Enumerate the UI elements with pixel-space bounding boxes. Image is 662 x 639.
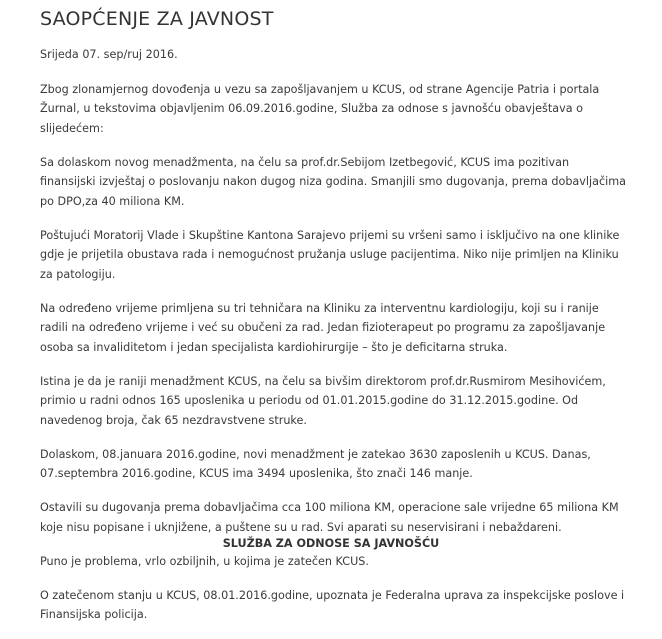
paragraph-moratorium: Poštujući Moratorij Vlade i Skupštine Kantona Sarajevo prijemi su vršeni samo i isključivo na one klinike gdje je prijetila obustava rada i nemogućnost pružanja usluge pacijentima. Niko nije primljen na Kliniku za patologiju. xyxy=(40,228,620,281)
paragraph-financial-report: Sa dolaskom novog menadžmenta, na čelu sa prof.dr.Sebijom Izetbegović, KCUS ima pozitivan finansijski izvještaj o poslovanju nakon dugog niza godina. Smanjili smo dugovanja, prema dobavljačima po DPO,za 40 miliona KM. xyxy=(40,155,626,208)
signature: SLUŽBA ZA ODNOSE SA JAVNOŠĆU xyxy=(222,537,440,550)
paragraph-previous-management: Istina je da je raniji menadžment KCUS, na čelu sa bivšim direktorom prof.dr.Rusmirom Mesihovićem, primio u radni odnos 165 uposlenika u periodu od 01.01.2015.godine do 31.12.2015.godine. Od navedenog broja, čak 65 nezdravstvene struke. xyxy=(40,374,606,427)
release-date: Srijeda 07. sep/ruj 2016. xyxy=(40,48,178,61)
paragraph-problems: Puno je problema, vrlo ozbiljnih, u kojima je zatečen KCUS. xyxy=(40,554,369,568)
paragraph-new-hires: Na određeno vrijeme primljena su tri tehničara na Kliniku za interventnu kardiologiju, koji su i ranije radili na određeno vrijeme i već su obučeni za rad. Jedan fizioterapeut po programu za zapošljavanje osoba sa invaliditetom i jedan specijalista kardiohirurgije – što je deficitarna struka. xyxy=(40,301,606,354)
paragraph-inspection: O zatečenom stanju u KCUS, 08.01.2016.godine, upoznata je Federalna uprava za inspekcijske poslove i Finansijska policija. xyxy=(40,588,625,621)
paragraph-debts: Ostavili su dugovanja prema dobavljačima cca 100 miliona KM, operacione sale vrijedne 65 miliona KM koje nisu popisane i uknjižene, a puštene su u rad. Svi aparati su neservisirani i nebaždareni. xyxy=(40,501,619,534)
page-title: SAOPĆENJE ZA JAVNOST xyxy=(40,8,274,30)
paragraph-staff-numbers: Dolaskom, 08.januara 2016.godine, novi menadžment je zatekao 3630 zaposlenih u KCUS. Danas, 07.septembra 2016.godine, KCUS ima 3494 uposlenika, što znači 146 manje. xyxy=(40,447,591,480)
paragraph-intro: Zbog zlonamjernog dovođenja u vezu sa zapošljavanjem u KCUS, od strane Agencije Patria i portala Žurnal, u tekstovima objavljenim 06.09.2016.godine, Služba za odnose s javnošću obavještava o slijedećem: xyxy=(40,82,600,135)
